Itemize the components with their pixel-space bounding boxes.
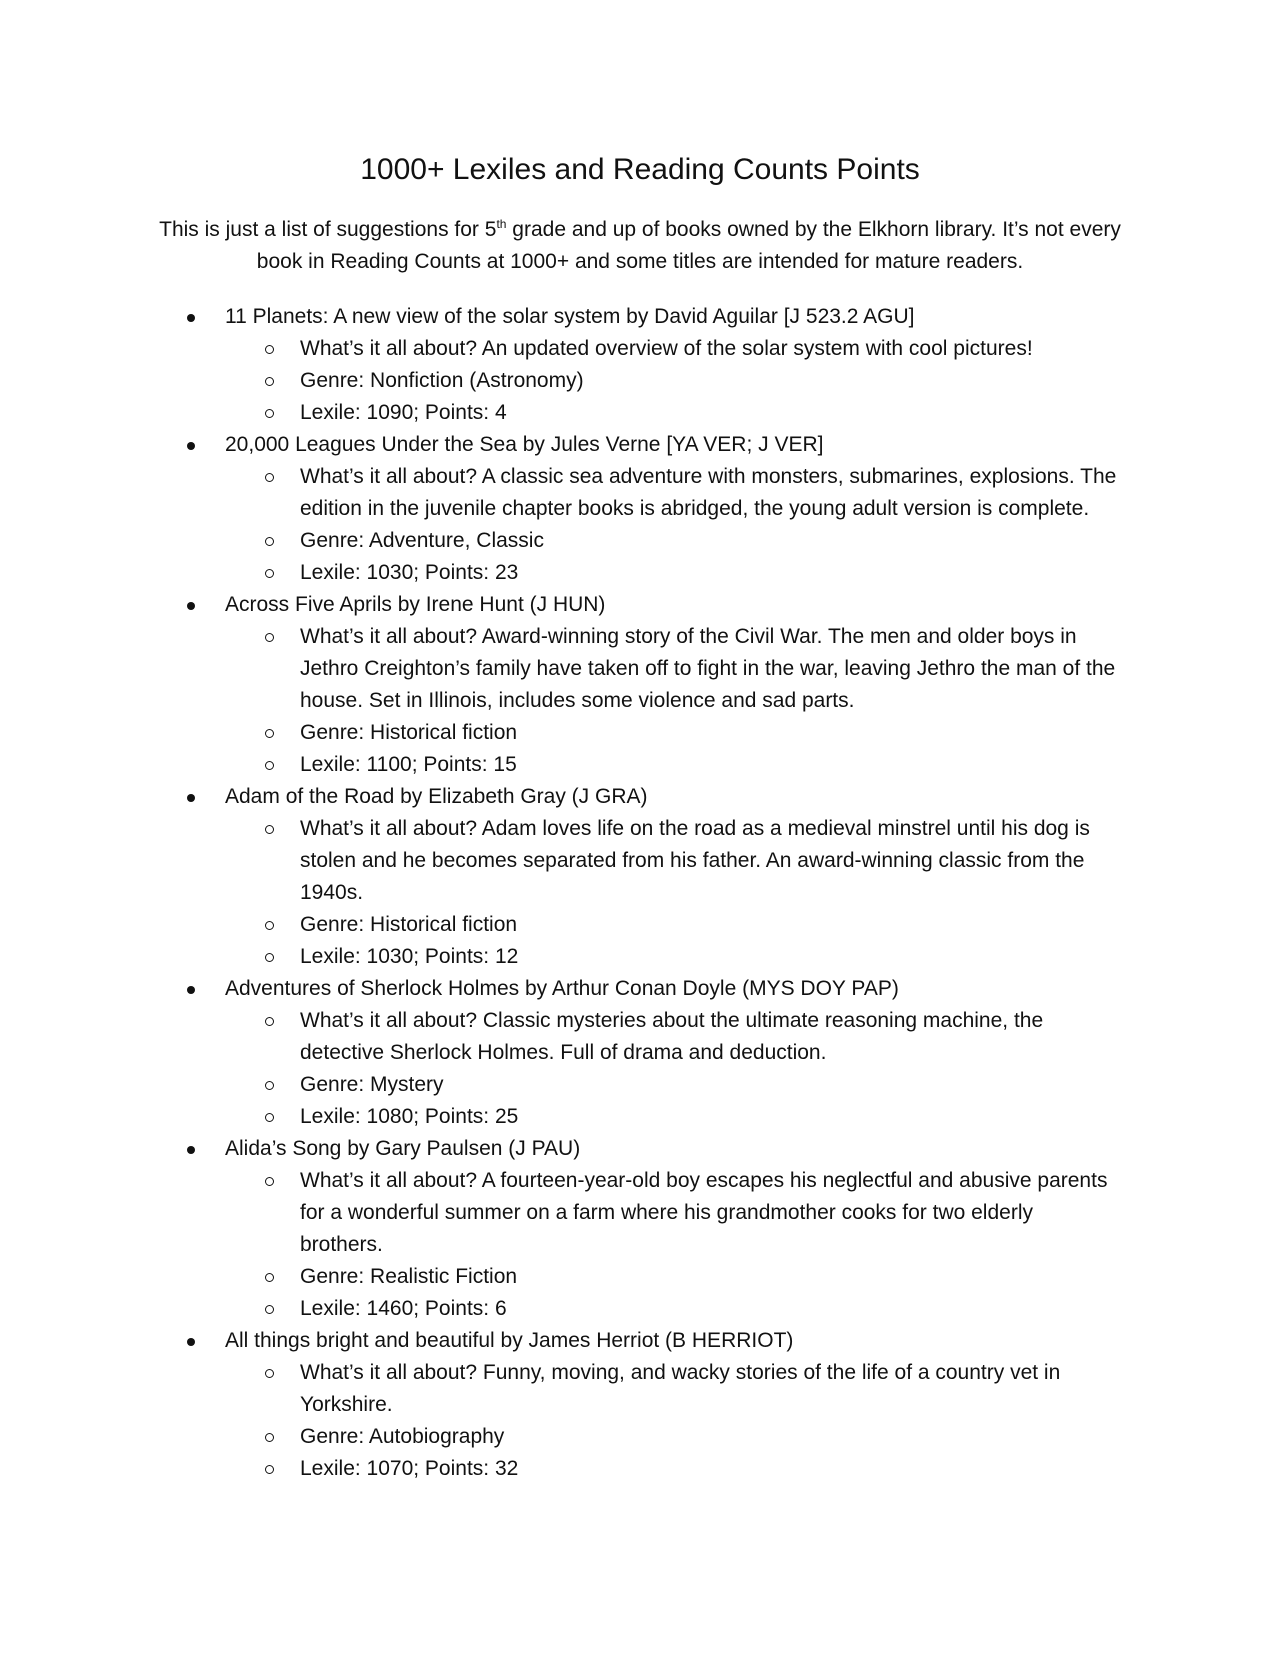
circle-bullet-icon [265, 1177, 274, 1186]
book-list [0, 301, 1280, 1485]
circle-bullet-icon [265, 569, 274, 578]
circle-bullet-icon [265, 345, 274, 354]
bullet-icon [187, 314, 195, 322]
book-about [0, 1165, 1120, 1261]
book-title [0, 781, 1125, 813]
book-title-text: 11 Planets: A new view of the solar system by David Aguilar [J 523.2 AGU] [225, 305, 915, 328]
book-about [0, 461, 1120, 525]
circle-bullet-icon [265, 1081, 274, 1090]
book-lexile-text: Lexile: 1030; Points: 23 [300, 561, 519, 584]
book-genre [0, 1421, 1120, 1453]
book-genre-text: Genre: Historical fiction [300, 721, 518, 744]
book-title [0, 301, 1125, 333]
book-genre [0, 365, 1120, 397]
book-details [0, 813, 1280, 973]
circle-bullet-icon [265, 921, 274, 930]
book-genre [0, 909, 1120, 941]
book-about [0, 813, 1120, 909]
book-about [0, 621, 1120, 717]
bullet-icon [187, 986, 195, 994]
book-about-text: What’s it all about? Award-winning story of the Civil War. The men and older boys in Jethro Creighton’s family have taken off to fight in the war, leaving Jethro the man of the house. Set in Illinois, includes some violence and sad parts. [300, 625, 1116, 712]
book-item [0, 781, 1280, 973]
circle-bullet-icon [265, 1273, 274, 1282]
book-details [0, 333, 1280, 429]
intro-text-end: grade and up of books owned by the Elkhorn library. It’s not every book in Reading Counts at 1000+ and some titles are intended for mature readers. [256, 218, 1121, 273]
book-genre [0, 1069, 1120, 1101]
book-about-text: What’s it all about? Funny, moving, and wacky stories of the life of a country vet in Yorkshire. [300, 1361, 1061, 1416]
book-lexile [0, 749, 1120, 781]
book-title-text: All things bright and beautiful by James Herriot (B HERRIOT) [225, 1329, 794, 1352]
book-title [0, 973, 1125, 1005]
bullet-icon [187, 1146, 195, 1154]
circle-bullet-icon [265, 1465, 274, 1474]
book-title [0, 1325, 1125, 1357]
book-title [0, 589, 1125, 621]
book-title [0, 429, 1125, 461]
book-about [0, 333, 1120, 365]
book-about-text: What’s it all about? Classic mysteries about the ultimate reasoning machine, the detective Sherlock Holmes. Full of drama and deduction. [300, 1009, 1044, 1064]
book-lexile-text: Lexile: 1100; Points: 15 [300, 753, 517, 776]
circle-bullet-icon [265, 825, 274, 834]
book-lexile-text: Lexile: 1070; Points: 32 [300, 1457, 519, 1480]
circle-bullet-icon [265, 473, 274, 482]
circle-bullet-icon [265, 1113, 274, 1122]
book-details [0, 1005, 1280, 1133]
book-title-text: Alida’s Song by Gary Paulsen (J PAU) [225, 1137, 581, 1160]
intro-paragraph [145, 214, 1135, 278]
book-lexile-text: Lexile: 1030; Points: 12 [300, 945, 519, 968]
bullet-icon [187, 1338, 195, 1346]
circle-bullet-icon [265, 633, 274, 642]
book-genre [0, 717, 1120, 749]
circle-bullet-icon [265, 1017, 274, 1026]
bullet-icon [187, 794, 195, 802]
book-lexile [0, 1453, 1120, 1485]
book-details [0, 461, 1280, 589]
circle-bullet-icon [265, 377, 274, 386]
book-details [0, 1165, 1280, 1325]
book-lexile-text: Lexile: 1090; Points: 4 [300, 401, 507, 424]
book-title [0, 1133, 1125, 1165]
book-details [0, 621, 1280, 781]
circle-bullet-icon [265, 953, 274, 962]
book-item [0, 429, 1280, 589]
book-item [0, 1133, 1280, 1325]
book-title-text: 20,000 Leagues Under the Sea by Jules Verne [YA VER; J VER] [225, 433, 824, 456]
book-lexile-text: Lexile: 1460; Points: 6 [300, 1297, 507, 1320]
circle-bullet-icon [265, 729, 274, 738]
circle-bullet-icon [265, 409, 274, 418]
book-item [0, 1325, 1280, 1485]
book-item [0, 973, 1280, 1133]
book-lexile [0, 397, 1120, 429]
circle-bullet-icon [265, 537, 274, 546]
book-lexile [0, 557, 1120, 589]
intro-text-start: This is just a list of suggestions for 5 [159, 218, 497, 241]
book-lexile [0, 1101, 1120, 1133]
circle-bullet-icon [265, 1433, 274, 1442]
book-genre-text: Genre: Historical fiction [300, 913, 518, 936]
circle-bullet-icon [265, 1305, 274, 1314]
page-title: 1000+ Lexiles and Reading Counts Points [360, 153, 920, 186]
circle-bullet-icon [265, 1369, 274, 1378]
book-title-text: Across Five Aprils by Irene Hunt (J HUN) [225, 593, 606, 616]
book-about [0, 1357, 1120, 1421]
book-about [0, 1005, 1120, 1069]
book-genre-text: Genre: Mystery [300, 1073, 444, 1096]
book-lexile-text: Lexile: 1080; Points: 25 [300, 1105, 519, 1128]
bullet-icon [187, 442, 195, 450]
book-genre [0, 525, 1120, 557]
book-lexile [0, 1293, 1120, 1325]
book-about-text: What’s it all about? Adam loves life on the road as a medieval minstrel until his dog is stolen and he becomes separated from his father. An award-winning classic from the 1940s. [300, 817, 1090, 904]
book-title-text: Adventures of Sherlock Holmes by Arthur Conan Doyle (MYS DOY PAP) [225, 977, 899, 1000]
book-about-text: What’s it all about? A classic sea adventure with monsters, submarines, explosions. The edition in the juvenile chapter books is abridged, the young adult version is complete. [300, 465, 1117, 520]
book-genre-text: Genre: Realistic Fiction [300, 1265, 518, 1288]
bullet-icon [187, 602, 195, 610]
intro-superscript: th [496, 217, 507, 231]
book-item [0, 301, 1280, 429]
book-details [0, 1357, 1280, 1485]
book-lexile [0, 941, 1120, 973]
book-about-text: What’s it all about? A fourteen-year-old boy escapes his neglectful and abusive parents for a wonderful summer on a farm where his grandmother cooks for two elderly brothers. [300, 1169, 1108, 1256]
book-about-text: What’s it all about? An updated overview of the solar system with cool pictures! [300, 337, 1033, 360]
book-genre-text: Genre: Adventure, Classic [300, 529, 544, 552]
book-title-text: Adam of the Road by Elizabeth Gray (J GRA) [225, 785, 648, 808]
book-genre [0, 1261, 1120, 1293]
circle-bullet-icon [265, 761, 274, 770]
book-genre-text: Genre: Autobiography [300, 1425, 505, 1448]
book-item [0, 589, 1280, 781]
book-genre-text: Genre: Nonfiction (Astronomy) [300, 369, 584, 392]
